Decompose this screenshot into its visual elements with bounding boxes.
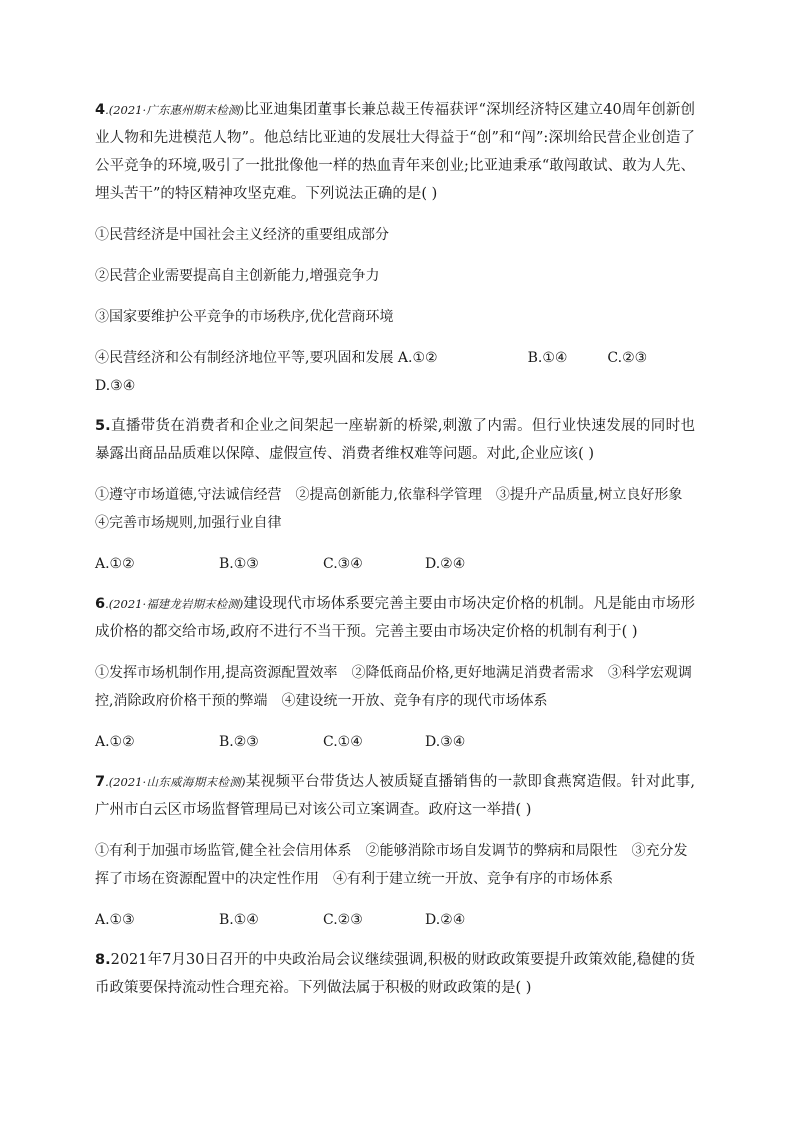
question-5 — [95, 412, 695, 578]
option-2: ②民营企业需要提高自主创新能力,增强竞争力 — [95, 268, 380, 284]
answer-row — [95, 728, 695, 756]
question-8 — [95, 946, 695, 1002]
question-number: 4 — [95, 102, 106, 118]
answer-d: D.③④ — [95, 378, 136, 394]
question-7 — [95, 768, 695, 934]
question-text: 直播带货在消费者和企业之间架起一座崭新的桥梁,刺激了内需。但行业快速发展的同时也暴露出商品品质难以保障、虚假宣传、消费者维权难等问题。对此,企业应该( ) — [95, 418, 695, 462]
question-source: .(2021·山东威海期末检测) — [105, 775, 246, 789]
answer-b: B.①④ — [527, 350, 568, 366]
answer-c: C.③④ — [323, 556, 363, 572]
answer-a: A.①③ — [95, 912, 135, 928]
option-4-with-answers — [95, 344, 695, 400]
question-number: 7 — [95, 774, 106, 790]
option-3: ③国家要维护公平竞争的市场秩序,优化营商环境 — [95, 309, 394, 325]
question-number: 5 — [95, 418, 106, 434]
answer-b: B.②③ — [219, 734, 259, 750]
answer-c: C.②③ — [323, 912, 363, 928]
answer-d: D.②④ — [425, 912, 466, 928]
question-stem — [95, 946, 695, 1002]
question-number: 8 — [95, 952, 106, 968]
answer-a: A.①② — [95, 734, 135, 750]
question-stem — [95, 412, 695, 468]
question-stem — [95, 590, 695, 646]
question-stem — [95, 768, 695, 824]
answer-c: C.①④ — [323, 734, 363, 750]
option-1: ①民营经济是中国社会主义经济的重要组成部分 — [95, 227, 389, 243]
question-text: 2021年7月30日召开的中央政治局会议继续强调,积极的财政政策要提升政策效能,稳健的货币政策要保持流动性合理充裕。下列做法属于积极的财政政策的是( ) — [95, 952, 695, 996]
options-block: ①遵守市场道德,守法诚信经营 ②提高创新能力,依靠科学管理 ③提升产品质量,树立良好形象 ④完善市场规则,加强行业自律 — [95, 487, 697, 531]
answer-c: C.②③ — [607, 350, 648, 366]
option-4: ④民营经济和公有制经济地位平等,要巩固和发展 — [95, 350, 394, 366]
question-text: 建设现代市场体系要完善主要由市场决定价格的机制。凡是能由市场形成价格的都交给市场,政府不进行不当干预。完善主要由市场决定价格的机制有利于( ) — [95, 596, 695, 640]
question-text: 某视频平台带货达人被质疑直播销售的一款即食燕窝造假。针对此事,广州市白云区市场监督管理局已对该公司立案调查。政府这一举措( ) — [95, 774, 695, 818]
question-source: .(2021·福建龙岩期末检测) — [105, 597, 244, 611]
answer-a: A.①② — [397, 350, 438, 366]
answer-b: B.①③ — [219, 556, 259, 572]
answer-d: D.③④ — [425, 734, 466, 750]
options-block: ①发挥市场机制作用,提高资源配置效率 ②降低商品价格,更好地满足消费者需求 ③科学宏观调控,消除政府价格干预的弊端 ④建设统一开放、竞争有序的现代市场体系 — [95, 665, 692, 709]
answer-row — [95, 550, 695, 578]
answer-row — [95, 906, 695, 934]
exam-page — [95, 96, 695, 1002]
question-4 — [95, 96, 695, 400]
options-block: ①有利于加强市场监管,健全社会信用体系 ②能够消除市场自发调节的弊病和局限性 ③充分发挥了市场在资源配置中的决定性作用 ④有利于建立统一开放、竞争有序的市场体系 — [95, 843, 688, 887]
answer-d: D.②④ — [425, 556, 466, 572]
question-stem — [95, 96, 695, 208]
question-6 — [95, 590, 695, 756]
question-text: 比亚迪集团董事长兼总裁王传福获评“深圳经济特区建立40周年创新创业人物和先进模范人物”。他总结比亚迪的发展壮大得益于“创”和“闯”:深圳给民营企业创造了公平竞争的环境,吸引了一批批像他一样的热血青年来创业;比亚迪秉承“敢闯敢试、敢为人先、埋头苦干”的特区精神攻坚克难。下列说法正确的是( ) — [95, 102, 695, 202]
question-source: . — [105, 418, 111, 434]
answer-b: B.①④ — [219, 912, 259, 928]
question-source: . — [105, 952, 111, 968]
question-source: .(2021·广东惠州期末检测) — [105, 103, 244, 117]
question-number: 6 — [95, 596, 106, 612]
answer-a: A.①② — [95, 556, 135, 572]
